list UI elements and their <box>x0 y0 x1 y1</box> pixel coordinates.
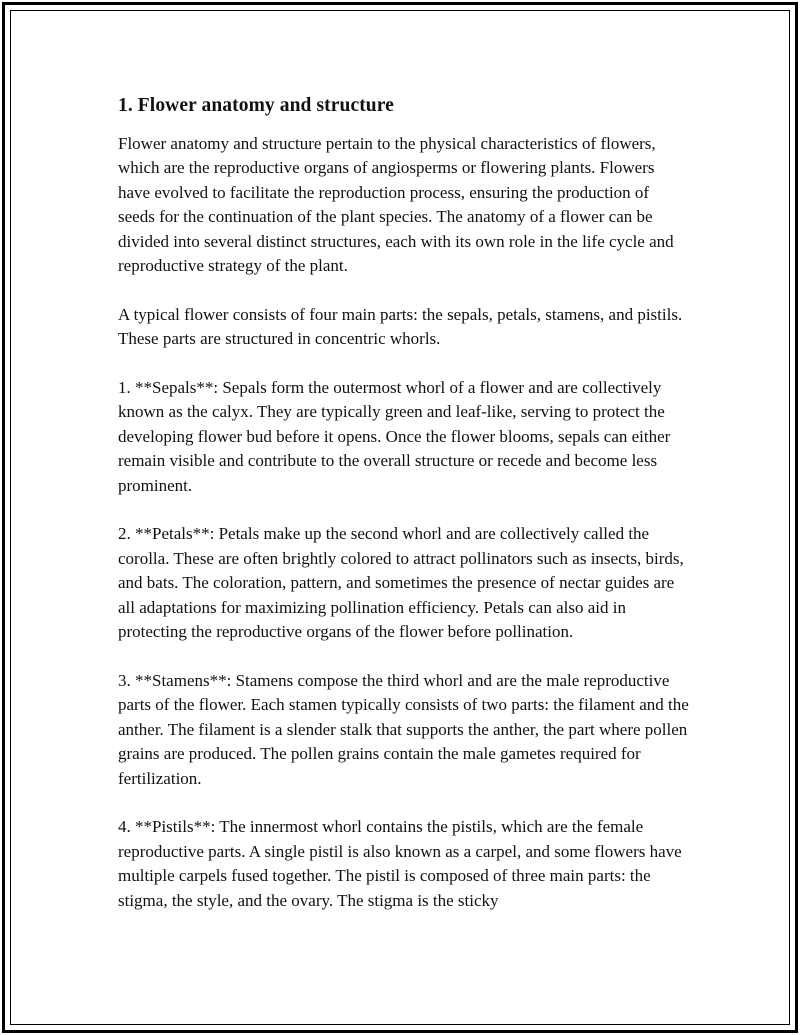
paragraph-overview: A typical flower consists of four main parts: the sepals, petals, stamens, and pistils. These parts are structured in concentric whorls. <box>118 304 683 349</box>
paragraph-petals: 2. **Petals**: Petals make up the second whorl and are collectively called the corolla. These are often brightly colored to attract pollinators such as insects, birds, and bats. The coloration, pattern, and sometimes the presence of nectar guides are all adaptations for maximizing pollination efficiency. Petals can also aid in protecting the reproductive organs of the flower before pollination. <box>118 524 684 642</box>
paragraph-sepals: 1. **Sepals**: Sepals form the outermost whorl of a flower and are collectively known as the calyx. They are typically green and leaf-like, serving to protect the developing flower bud before it opens. Once the flower blooms, sepals can either remain visible and contribute to the overall structure or recede and become less prominent. <box>118 378 671 495</box>
section-heading: 1. Flower anatomy and structure <box>118 95 394 116</box>
paragraph-intro: Flower anatomy and structure pertain to the physical characteristics of flowers, which are the reproductive organs of angiosperms or flowering plants. Flowers have evolved to facilitate the reproduction process, ensuring the production of seeds for the continuation of the plant species. The anatomy of a flower can be divided into several distinct structures, each with its own role in the life cycle and reproductive strategy of the plant. <box>118 134 674 276</box>
document-body <box>118 92 690 937</box>
paragraph-stamens: 3. **Stamens**: Stamens compose the third whorl and are the male reproductive parts of the flower. Each stamen typically consists of two parts: the filament and the anther. The filament is a slender stalk that supports the anther, the part where pollen grains are produced. The pollen grains contain the male gametes required for fertilization. <box>118 670 689 788</box>
paragraph-pistils: 4. **Pistils**: The innermost whorl contains the pistils, which are the female reproductive parts. A single pistil is also known as a carpel, and some flowers have multiple carpels fused together. The pistil is composed of three main parts: the stigma, the style, and the ovary. The stigma is the sticky <box>118 817 682 910</box>
